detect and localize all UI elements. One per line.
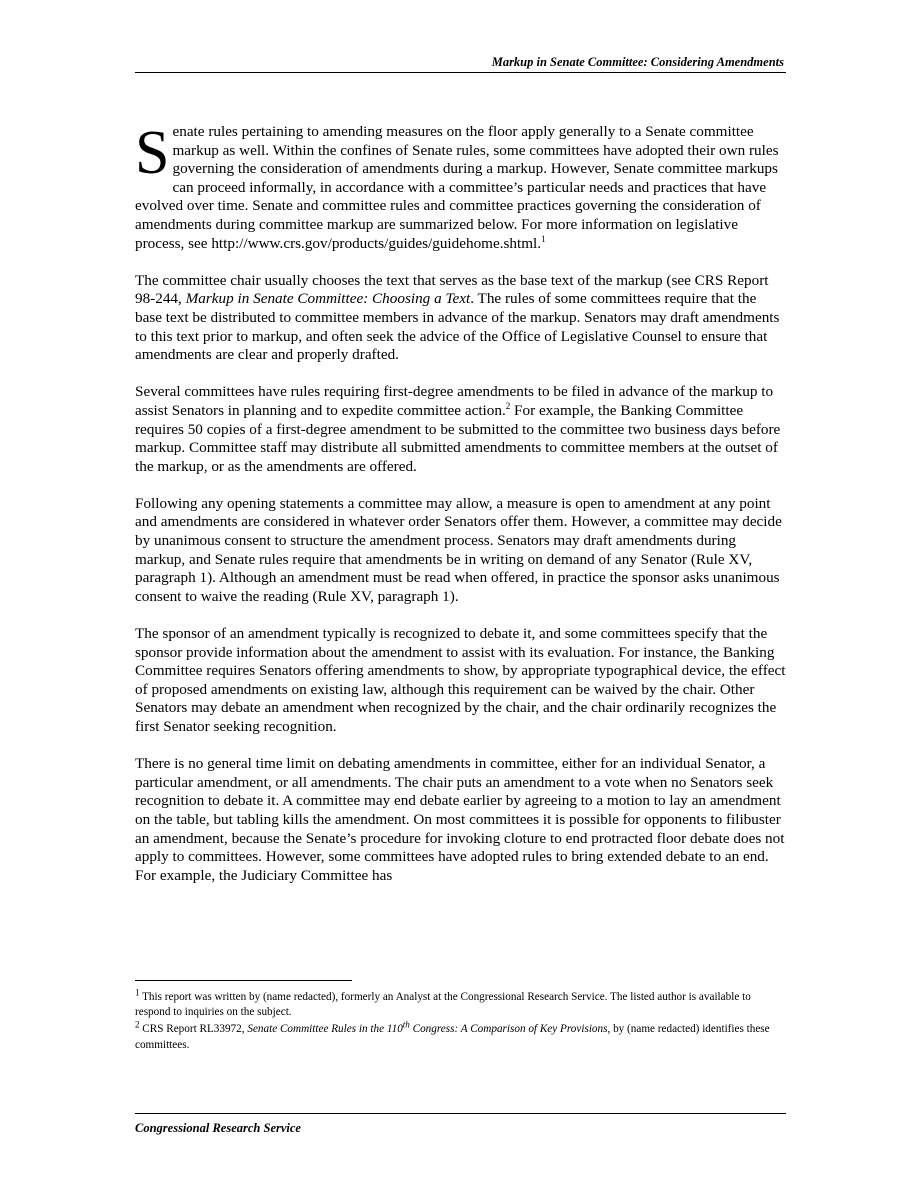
paragraph-filing-b: For example, the Banking Committee requires 50 copies of a first-degree amendment to be submitted to the committee two business days before markup. Committee staff may distribute all submitted amendments to committee members at the outset of the markup, or as the amendments are offered. (135, 401, 781, 475)
footnote-2-ordinal: th (402, 1019, 410, 1030)
footnote-2-text-b: , by (name redacted) identifies these committees. (135, 1023, 770, 1051)
paragraph-opening: Following any opening statements a committee may allow, a measure is open to amendment at any point and amendments are considered in whatever order Senators offer them. However, a committee may decide by unanimous consent to structure the amendment process. Senators may draft amendments during markup, and Senate rules require that amendments be in writing on demand of any Senator (Rule XV, paragraph 1). Although an amendment must be read when offered, in practice the sponsor asks unanimous consent to waive the reading (Rule XV, paragraph 1). (135, 494, 782, 605)
footnote-1-number: 1 (135, 987, 140, 998)
footnote-ref-2[interactable]: 2 (505, 400, 511, 411)
footnote-ref-1[interactable]: 1 (541, 233, 546, 244)
footnote-1-text: This report was written by (name redacted), formerly an Analyst at the Congressional Research Service. The listed author is available to respond to inquiries on the subject. (135, 991, 751, 1019)
paragraph-filing (135, 383, 787, 476)
footnote-2-title-b: Congress: A Comparison of Key Provisions (409, 1023, 608, 1036)
running-footer: Congressional Research Service (135, 1121, 301, 1135)
paragraph-filing-a: Several committees have rules requiring first-degree amendments to be filed in advance of the markup to assist Senators in planning and to expedite committee action. (135, 383, 774, 419)
footnote-1 (135, 987, 775, 1020)
footnotes (135, 987, 775, 1055)
paragraph-time-limit: There is no general time limit on debating amendments in committee, either for an individual Senator, a particular amendment, or all amendments. The chair puts an amendment to a vote when no Senators seek recognition to debate it. A committee may end debate earlier by agreeing to a motion to lay an amendment on the table, but tabling kills the amendment. On most committees it is possible for opponents to filibuster an amendment, because the Senate’s procedure for invoking cloture to end protracted floor debate does not apply to committees. However, some committees have adopted rules to bring extended debate to an end. For example, the Judiciary Committee has (135, 755, 785, 884)
report-body (135, 119, 787, 904)
report-title-link: Markup in Senate Committee: Choosing a Text (185, 290, 471, 308)
footnote-2 (135, 1019, 775, 1052)
footnote-2-title-a: Senate Committee Rules in the 110 (247, 1023, 403, 1036)
running-header: Markup in Senate Committee: Considering Amendments (491, 55, 784, 69)
footer-divider (135, 1113, 786, 1114)
paragraph-intro-text: enate rules pertaining to amending measures on the floor apply generally to a Senate committee markup as well. Within the confines of Senate rules, some committees have adopted their own rules governing the consideration of amendments during a markup. However, Senate committee markups can proceed informally, in accordance with a committee’s particular needs and practices that have evolved over time. Senate and committee rules and committee practices governing the consideration of amendments during committee markup are summarized below. For more information on legislative process, see http://www.crs.gov/products/guides/guidehome.shtml. (135, 123, 779, 252)
header-divider (135, 72, 786, 73)
paragraph-intro (135, 119, 787, 253)
paragraph-sponsor: The sponsor of an amendment typically is recognized to debate it, and some committees specify that the sponsor provide information about the amendment to assist with its evaluation. For instance, the Banking Committee requires Senators offering amendments to show, by appropriate typographical device, the effect of proposed amendments on existing law, although this requirement can be waived by the chair. Other Senators may debate an amendment when recognized by the chair, and the chair ordinarily recognizes the first Senator seeking recognition. (135, 625, 786, 735)
paragraph-base-text-b: . The rules of some committees require that the base text be distributed to committee members in advance of the markup. Senators may draft amendments to this text prior to markup, and often seek the advice of the Office of Legislative Counsel to ensure that amendments are clear and properly drafted. (135, 290, 780, 364)
footnote-2-text-a: CRS Report RL33972, (139, 1023, 248, 1036)
paragraph-base-text-a: The committee chair usually chooses the text that serves as the base text of the markup (see CRS Report 98-244, (135, 271, 769, 308)
footnote-2-number: 2 (135, 1019, 140, 1030)
paragraph-base-text (135, 272, 787, 365)
drop-cap: S (135, 119, 170, 187)
footnote-divider (135, 980, 352, 981)
